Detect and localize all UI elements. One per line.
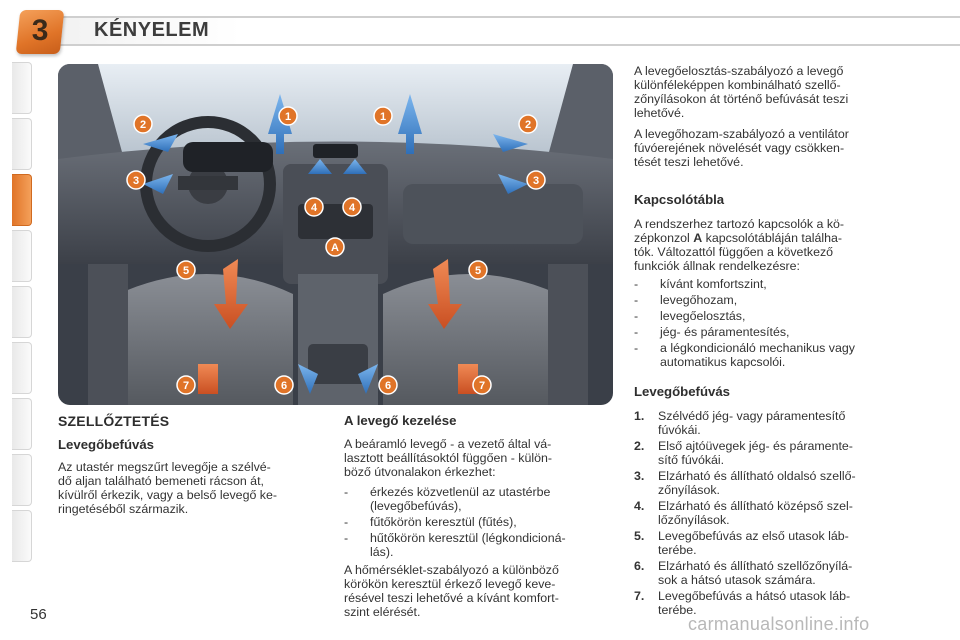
svg-text:2: 2	[524, 119, 532, 131]
text-line: - jég- és páramentesítés,	[660, 325, 790, 339]
text-line: - fűtőkörön keresztül (fűtés),	[370, 515, 517, 529]
vent-number: 6.	[634, 559, 645, 573]
side-tab[interactable]	[12, 510, 32, 562]
text-line: zőnyílások.	[658, 483, 720, 497]
watermark: carmanualsonline.info	[688, 614, 870, 634]
text-line: A levegőhozam-szabályozó a ventilátor	[634, 127, 849, 141]
text-line: lehetővé.	[634, 106, 685, 120]
text-line: A hőmérséklet-szabályozó a különböző	[344, 563, 559, 577]
svg-text:1: 1	[379, 111, 387, 123]
vent-number: 2.	[634, 439, 645, 453]
svg-text:3: 3	[532, 175, 540, 187]
vent-item	[634, 559, 906, 587]
text-line: ringetéséből származik.	[58, 502, 189, 516]
callout-3-right	[527, 171, 545, 189]
svg-text:5: 5	[474, 265, 482, 277]
text-line: - érkezés közvetlenül az utastérbe	[370, 485, 551, 499]
side-tab[interactable]	[12, 454, 32, 506]
svg-text:A: A	[331, 242, 339, 254]
vent-item	[634, 409, 906, 437]
text-line: Elzárható és állítható szellőzőnyílá-	[658, 559, 853, 573]
callout-1-left	[279, 107, 297, 125]
text-line: tését teszi lehetővé.	[634, 155, 744, 169]
chapter-side-tabs	[12, 62, 34, 572]
panel-intro	[634, 217, 906, 273]
text-fragment: zépkonzol	[634, 231, 690, 245]
list-item	[634, 325, 906, 339]
callout-7-left	[177, 376, 195, 394]
text-line: terébe.	[658, 603, 697, 617]
text-line: lasztott beállításoktól függően - külön-	[344, 451, 553, 465]
text-line: sok a hátsó utasok számára.	[658, 573, 816, 587]
panel-letter: A	[693, 231, 703, 245]
text-line: automatikus kapcsolói.	[660, 355, 786, 369]
section-heading: A levegő kezelése	[344, 413, 457, 428]
vent-item	[634, 589, 906, 617]
text-line: - a légkondicionáló mechanikus vagy	[660, 341, 855, 355]
vents-heading: Levegőbefúvás	[634, 384, 731, 399]
svg-text:6: 6	[384, 380, 392, 392]
text-line: lás).	[370, 545, 394, 559]
text-line: Elzárható és állítható oldalsó szellő-	[658, 469, 856, 483]
text-line: Első ajtóüvegek jég- és páramente-	[658, 439, 853, 453]
text-line: Levegőbefúvás az első utasok láb-	[658, 529, 849, 543]
list-item	[634, 293, 906, 307]
text-line: - levegőelosztás,	[660, 309, 746, 323]
left-column	[58, 414, 328, 516]
panel-heading: Kapcsolótábla	[634, 192, 725, 207]
side-tab[interactable]	[12, 342, 32, 394]
distribution-paragraph	[634, 64, 906, 120]
side-tab[interactable]	[12, 286, 32, 338]
callout-A	[326, 238, 344, 256]
intro-paragraph	[58, 460, 328, 516]
svg-text:4: 4	[348, 202, 356, 214]
list-item	[634, 309, 906, 323]
middle-column	[344, 414, 616, 619]
text-line: fúvóerejének növelését vagy csökken-	[634, 141, 845, 155]
callout-4-right	[343, 198, 361, 216]
svg-text:5: 5	[182, 265, 190, 277]
text-line: böző útvonalakon érkezhet:	[344, 465, 496, 479]
list-item	[344, 515, 616, 529]
text-line: kívülről érkezik, vagy a belső levegő ke-	[58, 488, 278, 502]
text-line: tók. Változattól függően a következő	[634, 245, 834, 259]
svg-text:4: 4	[310, 202, 318, 214]
side-tab[interactable]	[12, 62, 32, 114]
car-interior-drawing	[58, 64, 613, 405]
chapter-badge	[16, 10, 65, 54]
callout-5-left	[177, 261, 195, 279]
text-line: sítő fúvókái.	[658, 453, 725, 467]
text-line: fúvókái.	[658, 423, 701, 437]
svg-text:7: 7	[182, 380, 190, 392]
side-tab[interactable]	[12, 118, 32, 170]
side-tab[interactable]	[12, 230, 32, 282]
list-item	[344, 531, 616, 559]
vent-number: 1.	[634, 409, 645, 423]
text-line: A beáramló levegő - a vezető által vá-	[344, 437, 552, 451]
chapter-number: 3	[31, 14, 49, 47]
svg-text:1: 1	[284, 111, 292, 123]
text-line: funkciók állnak rendelkezésre:	[634, 259, 800, 273]
side-tab[interactable]	[12, 398, 32, 450]
callout-3-left	[127, 171, 145, 189]
text-line: szint elérését.	[344, 605, 421, 619]
text-line: terébe.	[658, 543, 697, 557]
vents-list	[634, 409, 906, 617]
page-title: KÉNYELEM	[94, 19, 210, 41]
callout-5-right	[469, 261, 487, 279]
car-interior-illustration	[58, 64, 613, 405]
intro-paragraph	[344, 437, 616, 479]
section-title: SZELLŐZTETÉS	[58, 413, 170, 429]
text-line: résével teszi lehetővé a kívánt komfort-	[344, 591, 559, 605]
callout-2-right	[519, 115, 537, 133]
text-line: - levegőhozam,	[660, 293, 738, 307]
airflow-arrow	[198, 364, 218, 394]
callout-7-right	[473, 376, 491, 394]
callout-4-left	[305, 198, 323, 216]
page-header	[0, 0, 960, 58]
vent-item	[634, 439, 906, 467]
callout-6-right	[379, 376, 397, 394]
vent-item	[634, 529, 906, 557]
svg-text:2: 2	[139, 119, 147, 131]
vent-item	[634, 499, 906, 527]
list-item	[634, 341, 906, 369]
text-line: Elzárható és állítható középső szel-	[658, 499, 853, 513]
text-line: lőzőnyílások.	[658, 513, 730, 527]
svg-text:3: 3	[132, 175, 140, 187]
vent-number: 3.	[634, 469, 645, 483]
text-line: Az utastér megszűrt levegője a szélvé-	[58, 460, 271, 474]
panel-function-list	[634, 277, 906, 369]
text-line	[634, 231, 906, 245]
vent-number: 4.	[634, 499, 645, 513]
text-line: - kívánt komfortszint,	[660, 277, 767, 291]
callout-6-left	[275, 376, 293, 394]
page-number: 56	[30, 606, 47, 623]
airflow-paragraph	[634, 127, 906, 169]
vent-item	[634, 469, 906, 497]
svg-text:7: 7	[478, 380, 486, 392]
svg-text:6: 6	[280, 380, 288, 392]
text-line: A levegőelosztás-szabályozó a levegő	[634, 64, 844, 78]
text-fragment: kapcsolótábláján találha-	[705, 231, 843, 245]
list-item	[634, 277, 906, 291]
sub-title: Levegőbefúvás	[58, 437, 155, 452]
text-line: Szélvédő jég- vagy páramentesítő	[658, 409, 846, 423]
text-line: dő aljan található bemeneti rácson át,	[58, 474, 264, 488]
closing-paragraph	[344, 563, 616, 619]
text-line: A rendszerhez tartozó kapcsolók a kö-	[634, 217, 845, 231]
callout-2-left	[134, 115, 152, 133]
vent-number: 7.	[634, 589, 645, 603]
air-path-list	[344, 485, 616, 559]
text-line: - hűtőkörön keresztül (légkondicioná-	[370, 531, 566, 545]
callout-1-right	[374, 107, 392, 125]
text-line: Levegőbefúvás a hátsó utasok láb-	[658, 589, 851, 603]
side-tab-active[interactable]	[12, 174, 32, 226]
text-line: (levegőbefúvás),	[370, 499, 462, 513]
list-item	[344, 485, 616, 513]
text-line: körökön keresztül érkező levegő keve-	[344, 577, 556, 591]
text-line: különféleképpen kombinálható szellő-	[634, 78, 841, 92]
vent-number: 5.	[634, 529, 645, 543]
right-column	[634, 64, 906, 617]
text-line: zőnyílásokon át történő befúvását teszi	[634, 92, 849, 106]
